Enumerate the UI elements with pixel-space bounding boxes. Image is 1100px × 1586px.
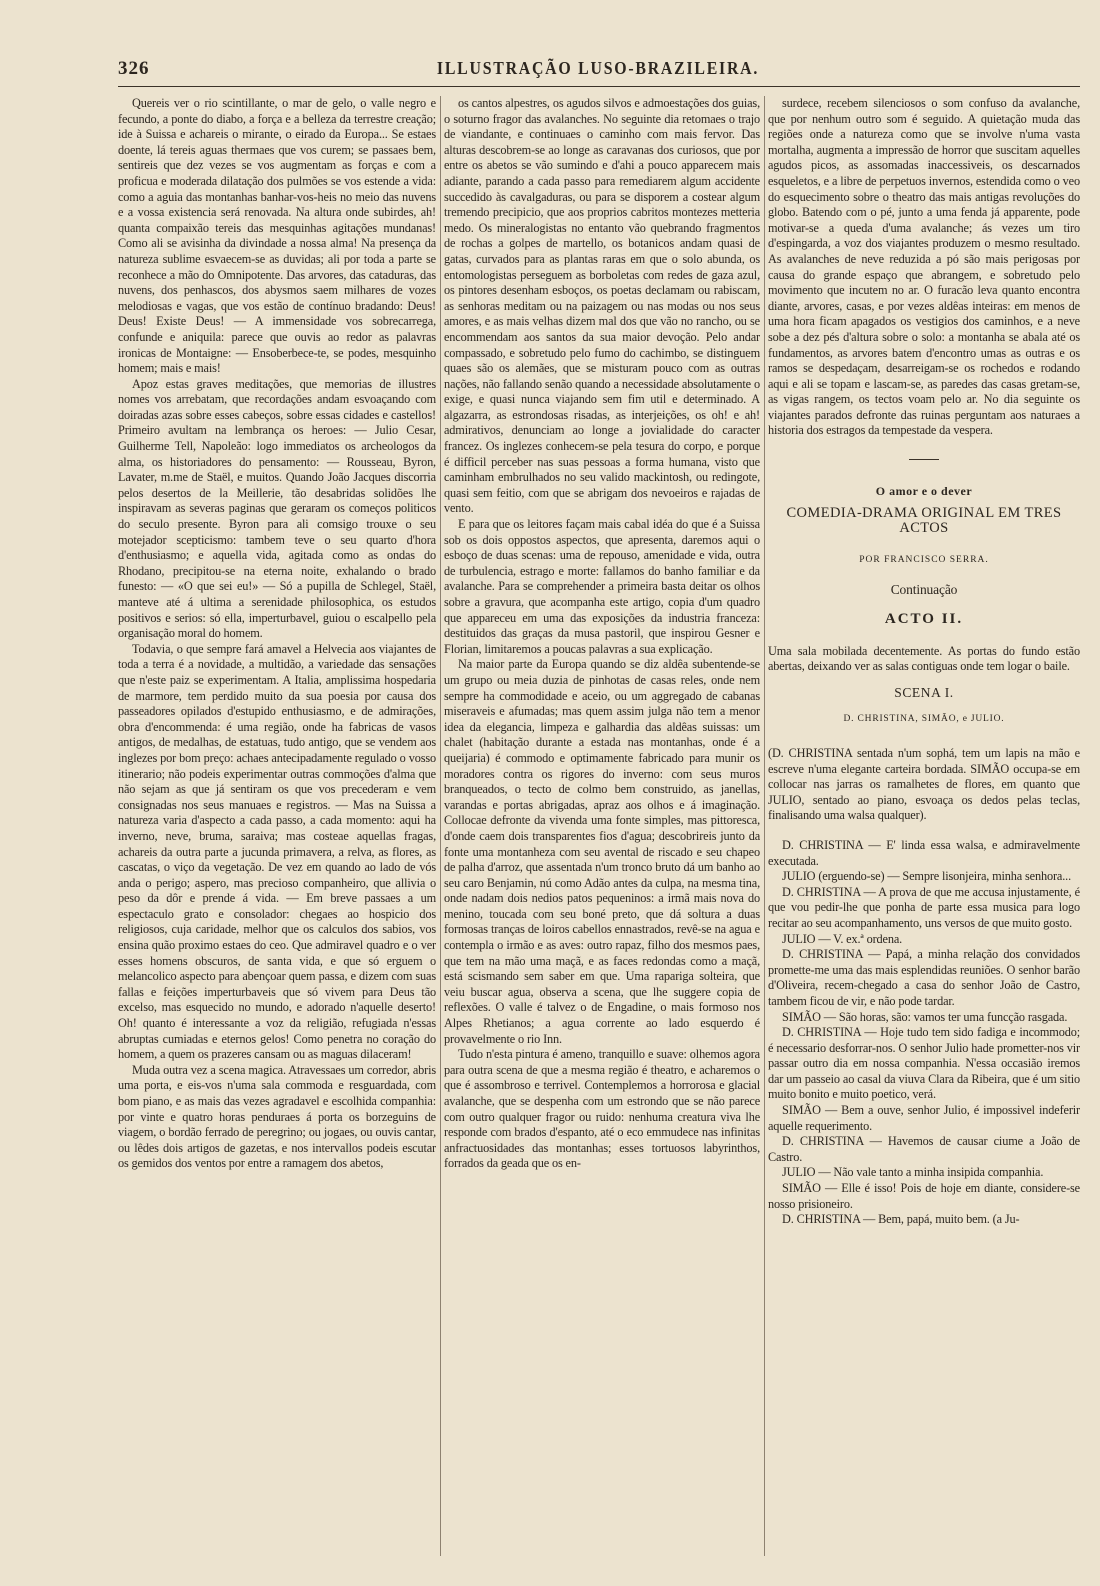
dialogue-line: D. CHRISTINA — Havemos de causar ciume a João de Castro. <box>768 1134 1080 1164</box>
play-author: POR FRANCISCO SERRA. <box>859 554 989 565</box>
masthead: ILLUSTRAÇÃO LUSO-BRAZILEIRA. <box>436 58 760 78</box>
dialogue-line: SIMÃO — Elle é isso! Pois de hoje em diante, considere-se nosso prisioneiro. <box>768 1181 1080 1211</box>
column-1 <box>118 96 436 1556</box>
dialogue-line: SIMÃO — São horas, são: vamos ter uma funcção rasgada. <box>782 1009 1068 1024</box>
paragraph: Muda outra vez a scena magica. Atravessaes um corredor, abris uma porta, e eis-vos n'uma sala commoda e resguardada, com bom piano, e as mais das vezes agradavel e escolhida companhia: por vinte e quatro horas penduraes á porta os borzeguins de viagem, o bordão ferrado de peregrino; ou jogaes, ou ouvis cantar, ou lêdes dois artigos de gazetas, e nos intervallos podeis escutar os gemidos dos ventos por entre a ramagem dos abetos, <box>118 1062 436 1171</box>
dialogue-line: JULIO — Não vale tanto a minha insipida companhia. <box>782 1165 1044 1180</box>
scene-heading: SCENA I. <box>894 684 954 700</box>
dialogue-line: D. CHRISTINA — Papá, a minha relação dos convidados promette-me uma das mais esplendidas reuniões. O senhor barão d'Oliveira, recem-chegado a casa do senhor João de Castro, tambem ficou de vir, e não pode tardar. <box>768 947 1080 1008</box>
header-rule <box>118 86 1080 87</box>
dialogue-line: D. CHRISTINA — E' linda essa walsa, e admiravelmente executada. <box>768 837 1080 868</box>
page-header <box>118 58 1078 84</box>
dialogue-line: SIMÃO — Bem a ouve, senhor Julio, é impossivel indeferir aquelle requerimento. <box>768 1103 1080 1133</box>
play-title: O amor e o dever <box>875 484 973 499</box>
paragraph: surdece, recebem silenciosos o som confuso da avalanche, que por nenhum outro som é seguido. A quietação muda das regiões onde a natureza como que se involve n'uma vasta mortalha, augmenta a impressão de horror que suscitam aquelles agudos picos, as assomadas inaccessiveis, os descarnados esqueletos, e a libre de perpetuos invernos, estendida como o veo do esquecimento sobre o theatro das mais antigas revoluções do globo. Batendo com o pé, junto a uma fenda já apparente, pode motivar-se a queda d'uma avalanche; ás vezes um tiro d'espingarda, a voz dos viajantes produzem o mesmo resultado. As avalanches de neve reduzida a pó são mais perigosas por causa do grande espaço que abrangem, e sobretudo pelo movimento que incutem no ar. O furacão leva quanto encontra diante, arvores, casas, e por vezes aldêas inteiras: em menos de uma hora ficam apagados os vestigios dos caminhos, e a neve sobe a dez pés d'altura sobre o solo: a montanha se abala até os fundamentos, as arvores batem d'encontro umas as outras e os ramos se despedaçam, desarreigam-se os rochedos e rodando aqui e ali se topam e lascam-se, as paredes das casas gretam-se, as vigas rangem, os tectos voam pelo ar. No dia seguinte os viajantes parados defronte das ruinas perguntam aos naturaes a historia dos estragos da tempestade da vespera. <box>768 96 1080 438</box>
paragraph: Quereis ver o rio scintillante, o mar de gelo, o valle negro e fecundo, a ponte do diabo, a força e a belleza da terrestre creação; ide à Suissa e achareis o mirante, o eirado da Europa... Se estaes doente, lá tereis aguas thermaes que vos curem; se passaes bem, sentireis que dez vezes se vos augmentam as forças e com a proficua e moderada dilatação dos pulmões se vos estende a vida: como a aguia das montanhas banhar-vos-heis no meio das nuvens e a vossa existencia será renovada. Na altura onde subirdes, ah! quanta compaixão tereis das mesquinhas agitações mundanas! Como ali se avisinha da divindade a nossa alma! Na presença da natureza sublime esvaecem-se as duvidas; ali por toda a parte se reconhece a mão do Omnipotente. Das arvores, das cataduras, das nuvens, dos penhascos, dos abysmos saem milhares de vozes melodiosas e vagas, que vos estão de contínuo bradando: Deus! Deus! Existe Deus! — A immensidade vos sobrecarrega, confunde e aniquila: parece que ouvis ao redor as palavras ironicas de Montaigne: — Ensoberbece-te, se podes, mesquinho homem; mais e mais! <box>118 96 436 376</box>
stage-direction: (D. CHRISTINA sentada n'um sophá, tem um lapis na mão e escreve n'uma elegante carteira bordada. SIMÃO occupa-se em collocar nas jarras os ramalhetes de flores, em quanto que JULIO, sentado ao piano, esvoaça os dedos pelas teclas, finalisando uma walsa qualquer). <box>768 746 1080 823</box>
column-2 <box>444 96 760 1556</box>
stage-setting: Uma sala mobilada decentemente. As portas do fundo estão abertas, deixando ver as salas contiguas onde tem logar o baile. <box>768 643 1080 674</box>
scene-characters: D. CHRISTINA, SIMÃO, e JULIO. <box>843 714 1005 725</box>
continuation-label: Continuação <box>890 582 958 598</box>
column-divider <box>440 96 441 1556</box>
paragraph: E para que os leitores façam mais cabal idéa do que é a Suissa sob os dois oppostos aspectos, que apresenta, daremos aqui o esboço de duas scenas: uma de repouso, amenidade e vida, outra de turbulencia, estrago e morte: fallamos do banho familiar e da avalanche. Para se comprehender a primeira basta deitar os olhos sobre a gravura, que acompanha este artigo, copia d'um quadro que appareceu em uma das exposições da industria franceza: destituidos das graças da musa pastoril, que inspirou Gesner e Florian, limitaremos a poucas palavras a sua explicação. <box>444 517 760 656</box>
paragraph: Tudo n'esta pintura é ameno, tranquillo e suave: olhemos agora para outra scena de que a mesma região é theatro, e acharemos o que é assombroso e terrivel. Contemplemos a horrorosa e glacial avalanche, que se despenha com um estrondo que se não parece com outro qualquer fragor ou ruido: nenhuma creatura viva lhe responde com brados d'espanto, até o eco emmudece nas infinitas anfractuosidades das montanhas; esses tortuosos labyrinthos, forrados da geada que os en- <box>444 1047 760 1171</box>
page-number: 326 <box>118 58 150 79</box>
column-3 <box>768 96 1080 1556</box>
dialogue <box>768 838 1080 1228</box>
act-heading: ACTO II. <box>884 611 964 628</box>
dialogue-line: D. CHRISTINA — Bem, papá, muito bem. (a Ju- <box>782 1212 1020 1227</box>
paragraph: Na maior parte da Europa quando se diz aldêa subentende-se um grupo ou meia duzia de pinhotas de casas reles, onde nem sempre ha commodidade e aceio, ou um aggregado de cabanas miseraveis e afumadas; mas quem assim julga não tem a menor idea da elegancia, limpeza e galhardia das aldêas suissas: um chalet (habitação durante a estada nas montanhas, onde é a queijaria) é commodo e optimamente fabricado para munir os moradores contra os rigores do inverno: com seus muros branqueados, o tecto de colmo bem construido, as janellas, varandas e portas abrigadas, apraz aos olhos e á imaginação. Collocae defronte da vivenda uma fonte simples, mas pittoresca, d'onde caem dois transparentes fios d'agua; descobrireis junto da fonte uma montanheza com seu avental de riscado e seu chapeo de palha d'arroz, que assentada n'um tronco bruto dá um banho ao seu caro Benjamin, nú como Adão antes da culpa, na mesma tina, onde nadam dois nedios patos pequeninos: a irmã mais nova do menino, toucada com seu boné preto, que dá soltura a duas formosas tranças de loiros cabellos ennastrados, revê-se na agua e contempla o irmão e as aves: outro rapaz, filho dos mesmos paes, que tem na mão uma maçã, e as faces redondas como a maçã, está scismando sem saber em que. Uma rapariga solteira, que veiu buscar agua, observa a scena, que lhe suggere copia de reflexões. O valle é talvez o de Engadine, o mais formoso nos Alpes Rhetianos; a agua corrente ao lado esquerdo é provavelmente o rio Inn. <box>444 657 760 1046</box>
paragraph: Todavia, o que sempre fará amavel a Helvecia aos viajantes de toda a terra é a novidade, a multidão, a variedade das sensações que n'este paiz se experimentam. A Italia, amplissima hospedaria de marmore, tem perdido muito da sua poesia por causa dos passeadores opilados d'estupido enthusiasmo, e de admirações, obra d'encommenda: é uma região, onde ha fabricas de vasos antigos, de medalhas, de estatuas, tudo antigo, que se vendem aos inglezes por bom preço: achaes antecipadamente regulado o vosso itinerario; não podeis experimentar outras commoções d'alma que não sejam as que já sentiram os que vos precederam e vem consignadas nos seus manuaes e registros. — Mas na Suissa a natureza varia d'aspecto a cada passo, a cada momento: aqui ha inverno, neve, bruma, saraiva; mas costeae aquellas fragas, achareis da outra parte a jucunda primavera, a relva, as flores, as cascatas, o viço da vegetação. De vez em quando ao lado de vós anda o perigo; aspero, mas precioso companheiro, que allivia o peso da dôr e prende á vida. — Em breve passaes a um espectaculo grato e consolador: chegaes ao hospicio dos religiosos, cuja caridade, melhor que os calculos dos sabios, vos ensina quão proximo estaes do ceo. Que admiravel quadro e o ver esses homens obscuros, de santa vida, e que só erguem o melancolico aspecto para abençoar quem passa, e dizem com suas fallas e feições imperturbaveis que só vivem para Deus tão excelso, mas esquecido no mundo, e adorado n'aquelle deserto! Oh! quanto é interessante a voz da religião, refugiada n'essas abruptas cumiadas e eternos gelos! Como penetra no coração do homem, a quem os prazeres cansam ou as maguas dilaceram! <box>118 641 436 1062</box>
dialogue-line: D. CHRISTINA — Hoje tudo tem sido fadiga e incommodo; é necessario desforrar-nos. O senhor Julio hade prometter-nos vir passar outro dia em nossa companhia. N'essa occasião iremos dar um passeio ao casal da viuva Clara da Ribeira, que é um sitio muito bonito e muito poetico, verá. <box>768 1025 1080 1102</box>
dialogue-line: D. CHRISTINA — A prova de que me accusa injustamente, é que vou pedir-lhe que ponha de parte essa musica para logo recitar ao seu acompanhamento, uns versos de que muito gosto. <box>768 884 1080 930</box>
section-divider <box>909 459 939 460</box>
column-divider <box>764 96 765 1556</box>
dialogue-line: JULIO — V. ex.ª ordena. <box>782 931 903 946</box>
dialogue-line: JULIO (erguendo-se) — Sempre lisonjeira, minha senhora... <box>782 869 1072 884</box>
paragraph: os cantos alpestres, os agudos silvos e admoestações dos guias, o soturno fragor das avalanches. No seguinte dia retomaes o trajo de viandante, e continuaes o caminho com mais fervor. Das alturas descobrem-se ao longe as caravanas dos curiosos, que por entre os abetos se vão sumindo e d'ahi a pouco apparecem mais adiante, parando a cada passo para remediarem algum accidente succedido às cavalgaduras, ou para se disporem a costear algum tremendo precipicio, que aos proprios cabritos montezes metteria medo. Os mineralogistas no entanto vão quebrando fragmentos de rochas a golpes de martello, os botanicos andam quasi de gatas, curvados para as plantas raras em que o solo abunda, os entomologistas perseguem as borboletas com redes de gaza azul, os pintores desenham esboços, os poetas declamam ou rabiscam, as senhoras meditam ou na paizagem ou nas modas ou nos seus amores, e as mais velhas dizem mal dos que vão no rancho, ou se encommendam aos santos da sua maior devoção. Pelo andar compassado, e sobretudo pelo fumo do cachimbo, se distinguem quaes são os alemães, que se misturam pouco com as outras nações, não fallando senão quando a necessidade absolutamente o exige, e quasi nunca viajando sem fim util e determinado. A algazarra, as estrondosas risadas, as interjeições, os oh! e ah! admirativos, denunciam ao longe a jovialidade do caracter francez. Os inglezes conhecem-se pela tesura do corpo, e porque é difficil perceber nas suas pessoas a forma humana, visto que caminham embrulhados no seu valido mackintosh, ou redingote, quasi sem feitio, com que se abrigam dos nevoeiros e rajadas de vento. <box>444 96 760 516</box>
paragraph: Apoz estas graves meditações, que memorias de illustres nomes vos arrebatam, que recordações andam esvoaçando com doiradas azas sobre esses cabeços, sobre essas cidades e castellos! Primeiro avultam na lembrança os heroes: — Julio Cesar, Guilherme Tell, Napoleão: logo immediatos os archeologos da alma, os historiadores do pensamento: — Rousseau, Byron, Lavater, m.me de Staël, e muitos. Quando João Jacques discorria pelos desertos de la Meillerie, tão desabridas solidões lhe inspiravam as severas paginas que geraram os começos politicos do seculo presente. Byron para ali comsigo trouxe o seu motejador scepticismo: tambem teve o seu quarto d'hora d'enthusiasmo; e aquella vida, agitada como as ondas do Rhodano, precipitou-se na eterna noite, exhalando o brado funesto: — «O que sei eu!» — Só a pupilla de Schlegel, Staël, manteve até á ultima a serenidade philosophica, os estudos positivos e serios: só ella, imperturbavel, guiou o escalpello pela organisação moral do homem. <box>118 376 436 641</box>
play-subtitle: COMEDIA-DRAMA ORIGINAL EM TRES ACTOS <box>786 504 1062 537</box>
